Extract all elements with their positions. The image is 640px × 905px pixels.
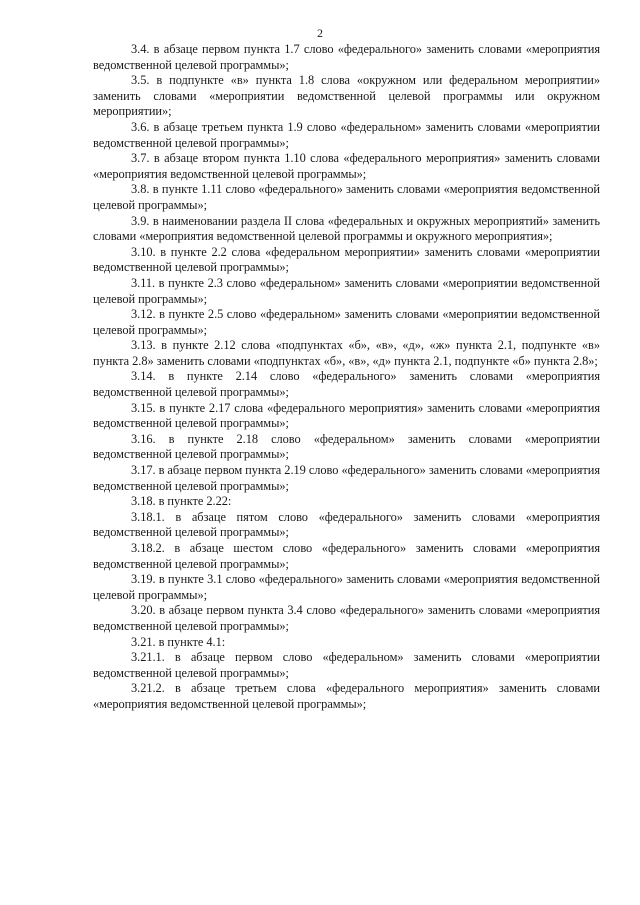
paragraph-3-14: 3.14. в пункте 2.14 слово «федерального» заменить словами «мероприятия ведомственной целевой программы»; xyxy=(93,369,600,400)
paragraph-3-19: 3.19. в пункте 3.1 слово «федерального» заменить словами «мероприятия ведомственной целевой программы»; xyxy=(93,572,600,602)
paragraph-3-18-2: 3.18.2. в абзаце шестом слово «федерального» заменить словами «мероприятия ведомственной целевой программы»; xyxy=(93,541,600,571)
paragraph-3-18-1: 3.18.1. в абзаце пятом слово «федерального» заменить словами «мероприятия ведомственной целевой программы»; xyxy=(93,509,600,540)
document-body xyxy=(93,42,600,713)
paragraph-3-13: 3.13. в пункте 2.12 слова «подпунктах «б», «в», «д», «ж» пункта 2.1, подпункте «в» пункта 2.8» заменить словами «подпунктах «б», «в», «д» пункта 2.1, подпункте «б» пункта 2.8»; xyxy=(93,338,600,368)
paragraph-3-16: 3.16. в пункте 2.18 слово «федеральном» заменить словами «мероприятии ведомственной целевой программы»; xyxy=(93,431,600,462)
paragraph-3-17: 3.17. в абзаце первом пункта 2.19 слово «федерального» заменить словами «мероприятия ведомственной целевой программы»; xyxy=(93,463,600,493)
paragraph-3-10: 3.10. в пункте 2.2 слова «федеральном мероприятии» заменить словами «мероприятии ведомственной целевой программы»; xyxy=(93,244,600,275)
paragraph-3-4: 3.4. в абзаце первом пункта 1.7 слово «федерального» заменить словами «мероприятия ведомственной целевой программы»; xyxy=(93,42,600,72)
paragraph-3-21: 3.21. в пункте 4.1: xyxy=(131,634,226,649)
paragraph-3-20: 3.20. в абзаце первом пункта 3.4 слово «федерального» заменить словами «мероприятия ведомственной целевой программы»; xyxy=(93,603,600,633)
paragraph-3-5: 3.5. в подпункте «в» пункта 1.8 слова «окружном или федеральном мероприятии» заменить словами «мероприятии ведомственной целевой программы или окружном мероприятии»; xyxy=(93,73,600,119)
paragraph-3-6: 3.6. в абзаце третьем пункта 1.9 слово «федеральном» заменить словами «мероприятии ведомственной целевой программы»; xyxy=(93,119,600,150)
paragraph-3-15: 3.15. в пункте 2.17 слова «федерального мероприятия» заменить словами «мероприятия ведомственной целевой программы»; xyxy=(93,400,600,431)
paragraph-3-18: 3.18. в пункте 2.22: xyxy=(131,494,232,509)
page-number: 2 xyxy=(317,26,323,40)
paragraph-3-7: 3.7. в абзаце втором пункта 1.10 слова «федерального мероприятия» заменить словами «мероприятия ведомственной целевой программы»; xyxy=(93,151,600,181)
paragraph-3-8: 3.8. в пункте 1.11 слово «федерального» заменить словами «мероприятия ведомственной целевой программы»; xyxy=(93,182,600,212)
paragraph-3-9: 3.9. в наименовании раздела II слова «федеральных и окружных мероприятий» заменить словами «мероприятия ведомственной целевой программы и окружного мероприятия»; xyxy=(93,213,600,244)
paragraph-3-21-1: 3.21.1. в абзаце первом слово «федеральном» заменить словами «мероприятии ведомственной целевой программы»; xyxy=(93,650,600,680)
paragraph-3-11: 3.11. в пункте 2.3 слово «федеральном» заменить словами «мероприятии ведомственной целевой программы»; xyxy=(93,275,600,306)
paragraph-3-21-2: 3.21.2. в абзаце третьем слова «федерального мероприятия» заменить словами «мероприятия ведомственной целевой программы»; xyxy=(93,681,600,711)
paragraph-3-12: 3.12. в пункте 2.5 слово «федеральном» заменить словами «мероприятии ведомственной целевой программы»; xyxy=(93,307,600,337)
